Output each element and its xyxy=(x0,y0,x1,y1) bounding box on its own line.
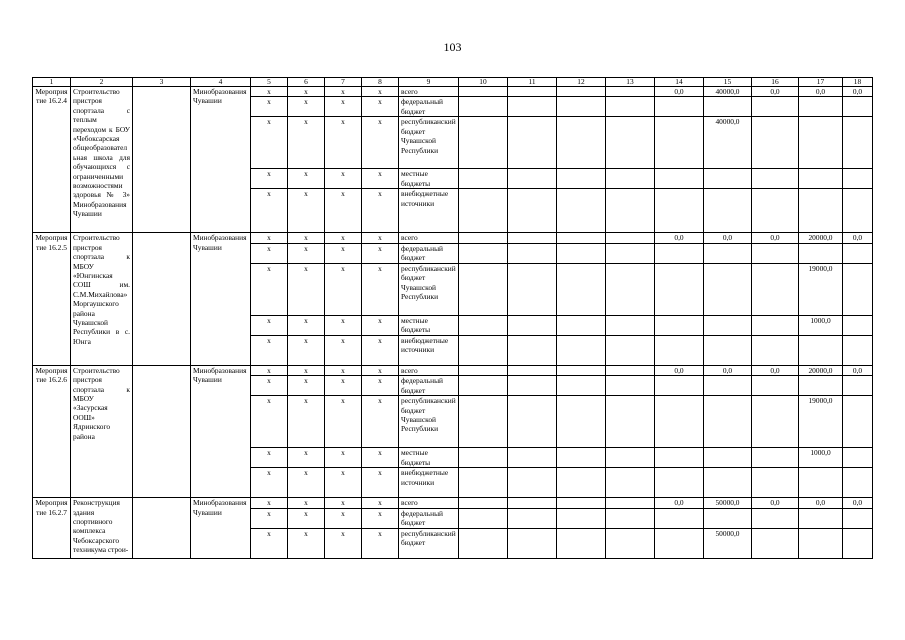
code-cell: x xyxy=(362,189,399,233)
code-cell: x xyxy=(325,528,362,558)
executor-cell: Минобразования Чувашии xyxy=(191,498,251,558)
amount-cell xyxy=(843,263,873,315)
code-cell: x xyxy=(288,448,325,468)
table-row xyxy=(33,233,873,243)
empty-cell xyxy=(557,498,606,508)
funding-source-cell: всего xyxy=(399,498,459,508)
code-cell: x xyxy=(362,87,399,97)
empty-cell xyxy=(557,189,606,233)
amount-cell xyxy=(704,448,752,468)
amount-cell: 1000,0 xyxy=(799,315,843,335)
amount-cell: 0,0 xyxy=(843,87,873,97)
code-cell: x xyxy=(288,169,325,189)
code-cell: x xyxy=(362,315,399,335)
amount-cell xyxy=(704,189,752,233)
amount-cell xyxy=(655,189,704,233)
code-cell: x xyxy=(288,117,325,169)
code-cell: x xyxy=(251,335,288,365)
empty-cell xyxy=(133,233,191,365)
code-cell: x xyxy=(288,468,325,498)
column-number-header: 18 xyxy=(843,78,873,87)
funding-source-cell: федеральный бюджет xyxy=(399,243,459,263)
funding-source-cell: федеральный бюджет xyxy=(399,97,459,117)
empty-cell xyxy=(606,468,655,498)
code-cell: x xyxy=(251,315,288,335)
amount-cell xyxy=(799,508,843,528)
amount-cell xyxy=(655,508,704,528)
amount-cell xyxy=(704,263,752,315)
code-cell: x xyxy=(288,365,325,375)
code-cell: x xyxy=(288,498,325,508)
amount-cell: 0,0 xyxy=(655,233,704,243)
executor-cell: Минобразования Чувашии xyxy=(191,233,251,365)
empty-cell xyxy=(508,448,557,468)
empty-cell xyxy=(133,87,191,233)
amount-cell: 0,0 xyxy=(704,365,752,375)
amount-cell xyxy=(704,335,752,365)
amount-cell xyxy=(843,97,873,117)
amount-cell: 0,0 xyxy=(752,87,799,97)
code-cell: x xyxy=(362,508,399,528)
amount-cell xyxy=(752,396,799,448)
amount-cell: 0,0 xyxy=(799,498,843,508)
code-cell: x xyxy=(325,468,362,498)
column-number-header: 4 xyxy=(191,78,251,87)
empty-cell xyxy=(557,315,606,335)
empty-cell xyxy=(459,528,508,558)
empty-cell xyxy=(557,365,606,375)
amount-cell: 20000,0 xyxy=(799,365,843,375)
amount-cell xyxy=(799,376,843,396)
code-cell: x xyxy=(325,448,362,468)
column-number-header: 16 xyxy=(752,78,799,87)
code-cell: x xyxy=(251,376,288,396)
empty-cell xyxy=(508,315,557,335)
amount-cell: 0,0 xyxy=(655,498,704,508)
empty-cell xyxy=(459,189,508,233)
code-cell: x xyxy=(325,243,362,263)
column-number-header: 5 xyxy=(251,78,288,87)
code-cell: x xyxy=(288,97,325,117)
amount-cell xyxy=(752,335,799,365)
funding-source-cell: местные бюджеты xyxy=(399,315,459,335)
table-row xyxy=(33,365,873,375)
empty-cell xyxy=(459,233,508,243)
code-cell: x xyxy=(288,263,325,315)
amount-cell xyxy=(655,528,704,558)
amount-cell: 0,0 xyxy=(752,365,799,375)
code-cell: x xyxy=(362,365,399,375)
code-cell: x xyxy=(362,169,399,189)
empty-cell xyxy=(508,233,557,243)
empty-cell xyxy=(508,365,557,375)
empty-cell xyxy=(557,97,606,117)
code-cell: x xyxy=(362,498,399,508)
code-cell: x xyxy=(362,396,399,448)
amount-cell xyxy=(843,376,873,396)
empty-cell xyxy=(459,263,508,315)
empty-cell xyxy=(133,365,191,497)
event-number-cell: Мероприятие 16.2.6 xyxy=(33,365,71,497)
amount-cell: 50000,0 xyxy=(704,498,752,508)
funding-source-cell: федеральный бюджет xyxy=(399,376,459,396)
code-cell: x xyxy=(362,468,399,498)
column-number-header: 9 xyxy=(399,78,459,87)
amount-cell: 0,0 xyxy=(843,365,873,375)
funding-source-cell: республиканский бюджет xyxy=(399,528,459,558)
code-cell: x xyxy=(288,243,325,263)
amount-cell: 40000,0 xyxy=(704,87,752,97)
amount-cell: 0,0 xyxy=(843,233,873,243)
amount-cell xyxy=(843,243,873,263)
code-cell: x xyxy=(251,396,288,448)
amount-cell xyxy=(655,243,704,263)
amount-cell xyxy=(752,468,799,498)
code-cell: x xyxy=(251,448,288,468)
amount-cell: 0,0 xyxy=(752,498,799,508)
amount-cell xyxy=(752,117,799,169)
column-number-header: 6 xyxy=(288,78,325,87)
amount-cell: 0,0 xyxy=(704,233,752,243)
code-cell: x xyxy=(325,508,362,528)
code-cell: x xyxy=(251,97,288,117)
empty-cell xyxy=(606,263,655,315)
amount-cell xyxy=(655,396,704,448)
amount-cell xyxy=(752,315,799,335)
amount-cell xyxy=(752,97,799,117)
column-number-header: 1 xyxy=(33,78,71,87)
amount-cell xyxy=(799,528,843,558)
amount-cell xyxy=(799,189,843,233)
event-description-cell: Строительство пристроя спортзала к МБОУ «Засурская ООШ» Ядринского района xyxy=(71,365,133,497)
code-cell: x xyxy=(251,365,288,375)
empty-cell xyxy=(508,468,557,498)
column-number-header: 15 xyxy=(704,78,752,87)
empty-cell xyxy=(459,498,508,508)
page-number: 103 xyxy=(443,40,462,54)
code-cell: x xyxy=(251,169,288,189)
empty-cell xyxy=(606,233,655,243)
column-number-header: 13 xyxy=(606,78,655,87)
amount-cell xyxy=(704,396,752,448)
column-number-header: 8 xyxy=(362,78,399,87)
amount-cell xyxy=(843,189,873,233)
event-description-cell: Реконструкция здания спортивного комплекса Чебоксарского техникума строи- xyxy=(71,498,133,558)
empty-cell xyxy=(508,396,557,448)
code-cell: x xyxy=(362,97,399,117)
empty-cell xyxy=(508,498,557,508)
amount-cell xyxy=(704,315,752,335)
empty-cell xyxy=(459,365,508,375)
funding-source-cell: всего xyxy=(399,87,459,97)
code-cell: x xyxy=(288,233,325,243)
amount-cell xyxy=(843,448,873,468)
empty-cell xyxy=(557,528,606,558)
code-cell: x xyxy=(362,233,399,243)
empty-cell xyxy=(557,396,606,448)
code-cell: x xyxy=(325,335,362,365)
empty-cell xyxy=(459,87,508,97)
amount-cell: 1000,0 xyxy=(799,448,843,468)
amount-cell: 19000,0 xyxy=(799,263,843,315)
amount-cell xyxy=(843,396,873,448)
amount-cell xyxy=(752,263,799,315)
amount-cell: 0,0 xyxy=(655,87,704,97)
amount-cell: 0,0 xyxy=(655,365,704,375)
empty-cell xyxy=(557,263,606,315)
funding-source-cell: всего xyxy=(399,365,459,375)
funding-source-cell: местные бюджеты xyxy=(399,169,459,189)
amount-cell xyxy=(752,376,799,396)
empty-cell xyxy=(606,169,655,189)
amount-cell: 40000,0 xyxy=(704,117,752,169)
column-number-header: 12 xyxy=(557,78,606,87)
empty-cell xyxy=(508,263,557,315)
amount-cell xyxy=(752,528,799,558)
executor-cell: Минобразования Чувашии xyxy=(191,87,251,233)
empty-cell xyxy=(606,508,655,528)
code-cell: x xyxy=(362,528,399,558)
event-description-cell: Строительство пристроя спортзала к МБОУ «Юнгинская СОШ им. С.М.Михайлова» Моргаушского района Чувашской Республики в с. Юнга xyxy=(71,233,133,365)
code-cell: x xyxy=(325,263,362,315)
amount-cell: 0,0 xyxy=(799,87,843,97)
amount-cell xyxy=(799,468,843,498)
event-number-cell: Мероприятие 16.2.5 xyxy=(33,233,71,365)
empty-cell xyxy=(508,87,557,97)
empty-cell xyxy=(606,87,655,97)
table-row xyxy=(33,498,873,508)
empty-cell xyxy=(459,117,508,169)
amount-cell xyxy=(752,189,799,233)
column-number-header: 2 xyxy=(71,78,133,87)
empty-cell xyxy=(606,448,655,468)
empty-cell xyxy=(606,315,655,335)
code-cell: x xyxy=(362,263,399,315)
empty-cell xyxy=(459,315,508,335)
empty-cell xyxy=(606,396,655,448)
code-cell: x xyxy=(251,498,288,508)
code-cell: x xyxy=(251,528,288,558)
amount-cell xyxy=(752,169,799,189)
empty-cell xyxy=(508,169,557,189)
empty-cell xyxy=(606,498,655,508)
funding-source-cell: республиканский бюджет Чувашской Республики xyxy=(399,263,459,315)
code-cell: x xyxy=(288,396,325,448)
column-number-row xyxy=(33,78,873,87)
amount-cell: 20000,0 xyxy=(799,233,843,243)
code-cell: x xyxy=(325,376,362,396)
empty-cell xyxy=(508,97,557,117)
code-cell: x xyxy=(325,169,362,189)
amount-cell xyxy=(655,263,704,315)
amount-cell xyxy=(843,315,873,335)
amount-cell xyxy=(752,243,799,263)
amount-cell xyxy=(655,448,704,468)
code-cell: x xyxy=(325,498,362,508)
empty-cell xyxy=(508,528,557,558)
empty-cell xyxy=(606,189,655,233)
code-cell: x xyxy=(325,315,362,335)
column-number-header: 17 xyxy=(799,78,843,87)
funding-source-cell: внебюджетные источники xyxy=(399,468,459,498)
empty-cell xyxy=(459,169,508,189)
amount-cell xyxy=(704,97,752,117)
amount-cell xyxy=(752,448,799,468)
code-cell: x xyxy=(251,508,288,528)
code-cell: x xyxy=(325,396,362,448)
funding-source-cell: республиканский бюджет Чувашской Республики xyxy=(399,117,459,169)
amount-cell xyxy=(843,117,873,169)
empty-cell xyxy=(606,97,655,117)
amount-cell: 0,0 xyxy=(752,233,799,243)
amount-cell xyxy=(704,243,752,263)
amount-cell xyxy=(799,117,843,169)
empty-cell xyxy=(133,498,191,558)
empty-cell xyxy=(557,448,606,468)
code-cell: x xyxy=(325,365,362,375)
amount-cell xyxy=(704,169,752,189)
amount-cell xyxy=(655,169,704,189)
funding-source-cell: внебюджетные источники xyxy=(399,335,459,365)
empty-cell xyxy=(508,376,557,396)
amount-cell xyxy=(752,508,799,528)
event-number-cell: Мероприятие 16.2.7 xyxy=(33,498,71,558)
amount-cell: 50000,0 xyxy=(704,528,752,558)
column-number-header: 3 xyxy=(133,78,191,87)
event-description-cell: Строительство пристроя спортзала с теплым переходом к БОУ «Чебоксарская общеобразовательная школа для обучающихся с ограниченными возможностями здоровья № 3» Минобразования Чувашии xyxy=(71,87,133,233)
code-cell: x xyxy=(288,189,325,233)
code-cell: x xyxy=(325,97,362,117)
code-cell: x xyxy=(325,87,362,97)
executor-cell: Минобразования Чувашии xyxy=(191,365,251,497)
funding-source-cell: федеральный бюджет xyxy=(399,508,459,528)
amount-cell xyxy=(655,376,704,396)
empty-cell xyxy=(606,376,655,396)
empty-cell xyxy=(459,396,508,448)
empty-cell xyxy=(459,376,508,396)
funding-source-cell: внебюджетные источники xyxy=(399,189,459,233)
code-cell: x xyxy=(251,233,288,243)
amount-cell xyxy=(655,315,704,335)
empty-cell xyxy=(557,335,606,365)
amount-cell xyxy=(843,169,873,189)
amount-cell xyxy=(799,335,843,365)
column-number-header: 11 xyxy=(508,78,557,87)
code-cell: x xyxy=(251,468,288,498)
empty-cell xyxy=(459,448,508,468)
empty-cell xyxy=(459,335,508,365)
column-number-header: 10 xyxy=(459,78,508,87)
code-cell: x xyxy=(288,376,325,396)
amount-cell xyxy=(704,376,752,396)
code-cell: x xyxy=(362,117,399,169)
code-cell: x xyxy=(251,87,288,97)
empty-cell xyxy=(508,335,557,365)
code-cell: x xyxy=(325,233,362,243)
funding-source-cell: местные бюджеты xyxy=(399,448,459,468)
code-cell: x xyxy=(251,189,288,233)
code-cell: x xyxy=(362,335,399,365)
empty-cell xyxy=(557,87,606,97)
amount-cell xyxy=(655,97,704,117)
amount-cell xyxy=(843,528,873,558)
empty-cell xyxy=(557,376,606,396)
code-cell: x xyxy=(251,117,288,169)
empty-cell xyxy=(508,189,557,233)
code-cell: x xyxy=(288,335,325,365)
amount-cell xyxy=(799,243,843,263)
event-number-cell: Мероприятие 16.2.4 xyxy=(33,87,71,233)
amount-cell xyxy=(843,508,873,528)
column-number-header: 14 xyxy=(655,78,704,87)
amount-cell xyxy=(704,468,752,498)
empty-cell xyxy=(459,508,508,528)
empty-cell xyxy=(557,117,606,169)
empty-cell xyxy=(606,528,655,558)
empty-cell xyxy=(557,508,606,528)
empty-cell xyxy=(508,508,557,528)
amount-cell xyxy=(655,468,704,498)
table-row xyxy=(33,87,873,97)
budget-table xyxy=(32,77,873,559)
code-cell: x xyxy=(288,87,325,97)
empty-cell xyxy=(606,243,655,263)
code-cell: x xyxy=(288,528,325,558)
code-cell: x xyxy=(251,243,288,263)
funding-source-cell: всего xyxy=(399,233,459,243)
amount-cell xyxy=(799,169,843,189)
code-cell: x xyxy=(362,376,399,396)
code-cell: x xyxy=(325,189,362,233)
column-number-header: 7 xyxy=(325,78,362,87)
empty-cell xyxy=(557,169,606,189)
empty-cell xyxy=(606,117,655,169)
code-cell: x xyxy=(362,243,399,263)
empty-cell xyxy=(508,243,557,263)
amount-cell: 0,0 xyxy=(843,498,873,508)
code-cell: x xyxy=(288,315,325,335)
amount-cell xyxy=(843,468,873,498)
empty-cell xyxy=(557,468,606,498)
amount-cell xyxy=(655,117,704,169)
empty-cell xyxy=(606,335,655,365)
code-cell: x xyxy=(362,448,399,468)
code-cell: x xyxy=(288,508,325,528)
code-cell: x xyxy=(325,117,362,169)
empty-cell xyxy=(508,117,557,169)
empty-cell xyxy=(557,233,606,243)
empty-cell xyxy=(459,243,508,263)
empty-cell xyxy=(459,468,508,498)
amount-cell: 19000,0 xyxy=(799,396,843,448)
amount-cell xyxy=(655,335,704,365)
empty-cell xyxy=(459,97,508,117)
empty-cell xyxy=(606,365,655,375)
amount-cell xyxy=(843,335,873,365)
funding-source-cell: республиканский бюджет Чувашской Республики xyxy=(399,396,459,448)
amount-cell xyxy=(799,97,843,117)
empty-cell xyxy=(557,243,606,263)
amount-cell xyxy=(704,508,752,528)
code-cell: x xyxy=(251,263,288,315)
